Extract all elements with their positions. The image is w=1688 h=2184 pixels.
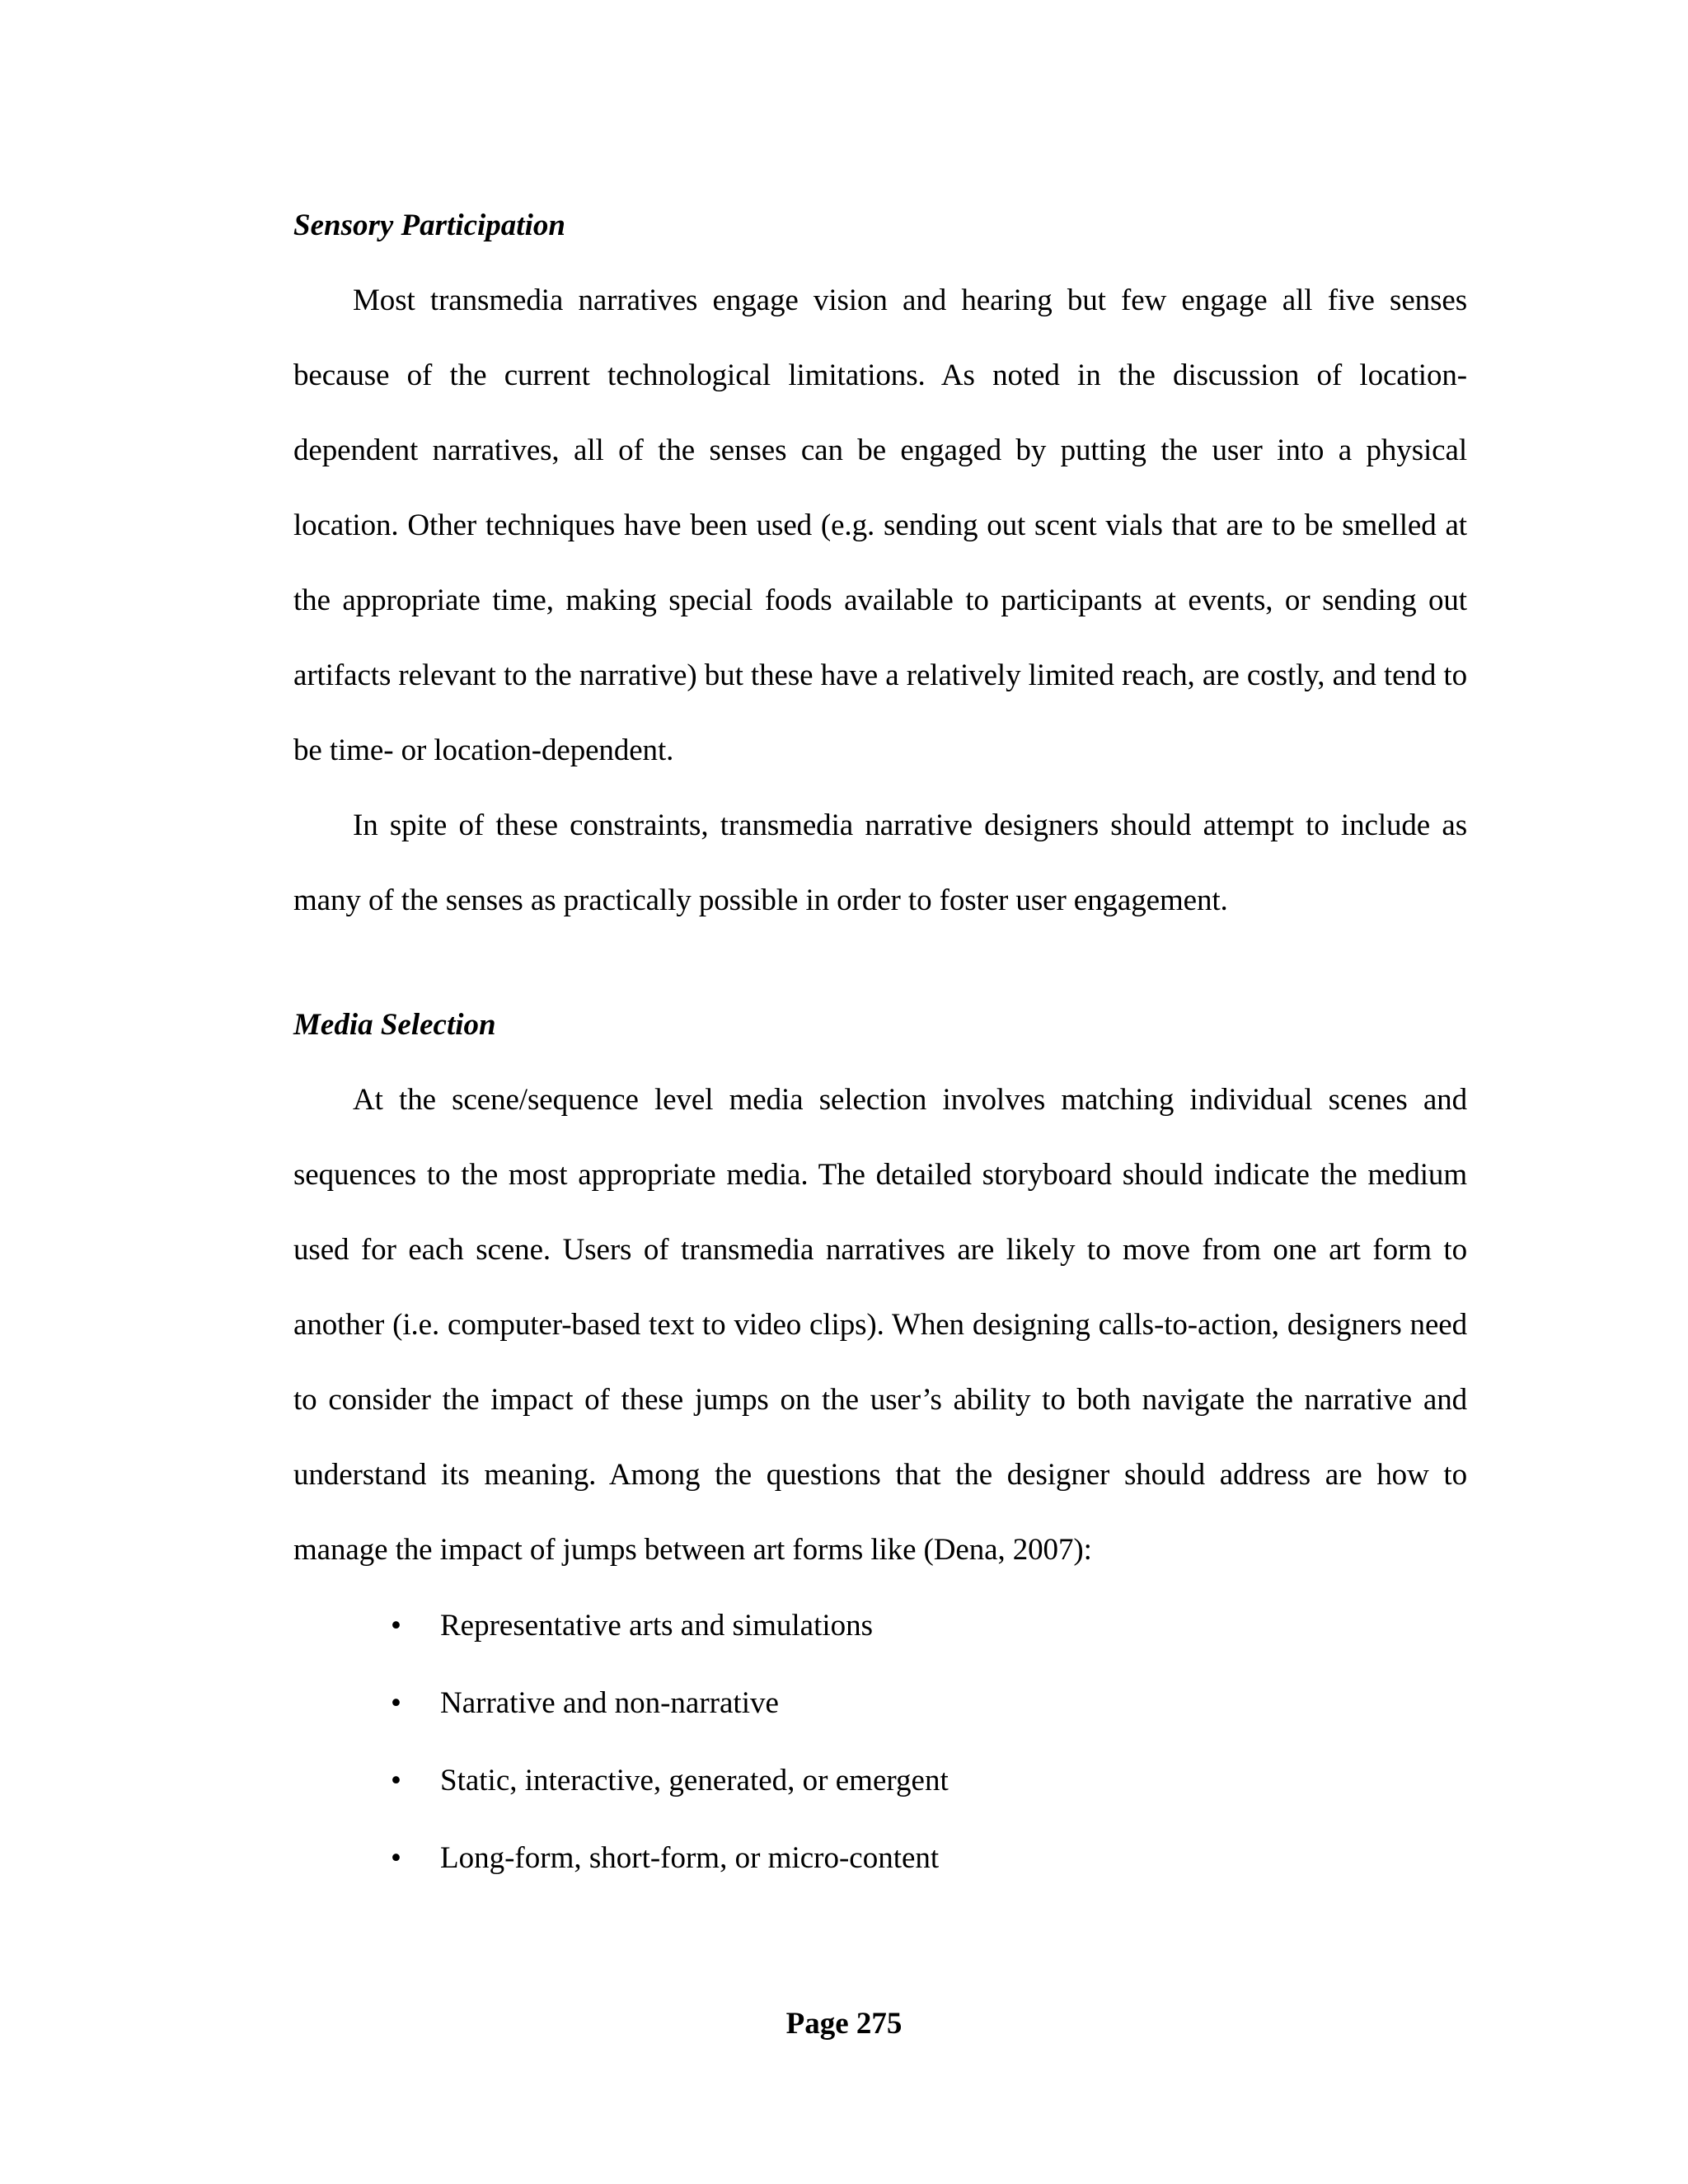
list-item-text: Narrative and non-narrative [440,1686,779,1720]
list-item-text: Long-form, short-form, or micro-content [440,1841,940,1875]
section-spacer [293,938,1467,987]
bullet-list [293,1587,1467,1897]
paragraph: Most transmedia narratives engage vision and hearing but few engage all five senses because of the current technological limitations. As noted in the discussion of location-dependent narratives, all of the senses can be engaged by putting the user into a physical location. Other techniques have been used (e.g. sending out scent vials that are to be smelled at the appropriate time, making special foods available to participants at events, or sending out artifacts relevant to the narrative) but these have a relatively limited reach, are costly, and tend to be time- or location-dependent. [293,284,1467,767]
bullet-icon: • [391,1841,401,1875]
paragraph: In spite of these constraints, transmedia narrative designers should attempt to include as many of the senses as practically possible in order to foster user engagement. [293,808,1467,917]
list-item-text: Static, interactive, generated, or emergent [440,1764,949,1797]
section-heading-media-selection: Media Selection [293,1008,496,1042]
bullet-icon: • [391,1609,401,1643]
bullet-icon: • [391,1764,401,1797]
page-content [293,188,1467,1897]
list-item [293,1587,1467,1665]
list-item [293,1742,1467,1820]
paragraph: At the scene/sequence level media selection involves matching individual scenes and sequences to the most appropriate media. The detailed storyboard should indicate the medium used for each scene. Users of transmedia narratives are likely to move from one art form to another (i.e. computer-based text to video clips). When designing calls-to-action, designers need to consider the impact of these jumps on the user’s ability to both navigate the narrative and understand its meaning. Among the questions that the designer should address are how to manage the impact of jumps between art forms like (Dena, 2007): [293,1083,1467,1567]
bullet-icon: • [391,1686,401,1720]
page-number: Page 275 [785,2007,903,2041]
list-item-text: Representative arts and simulations [440,1609,874,1643]
section-heading-sensory-participation: Sensory Participation [293,209,565,242]
list-item [293,1820,1467,1897]
list-item [293,1665,1467,1742]
